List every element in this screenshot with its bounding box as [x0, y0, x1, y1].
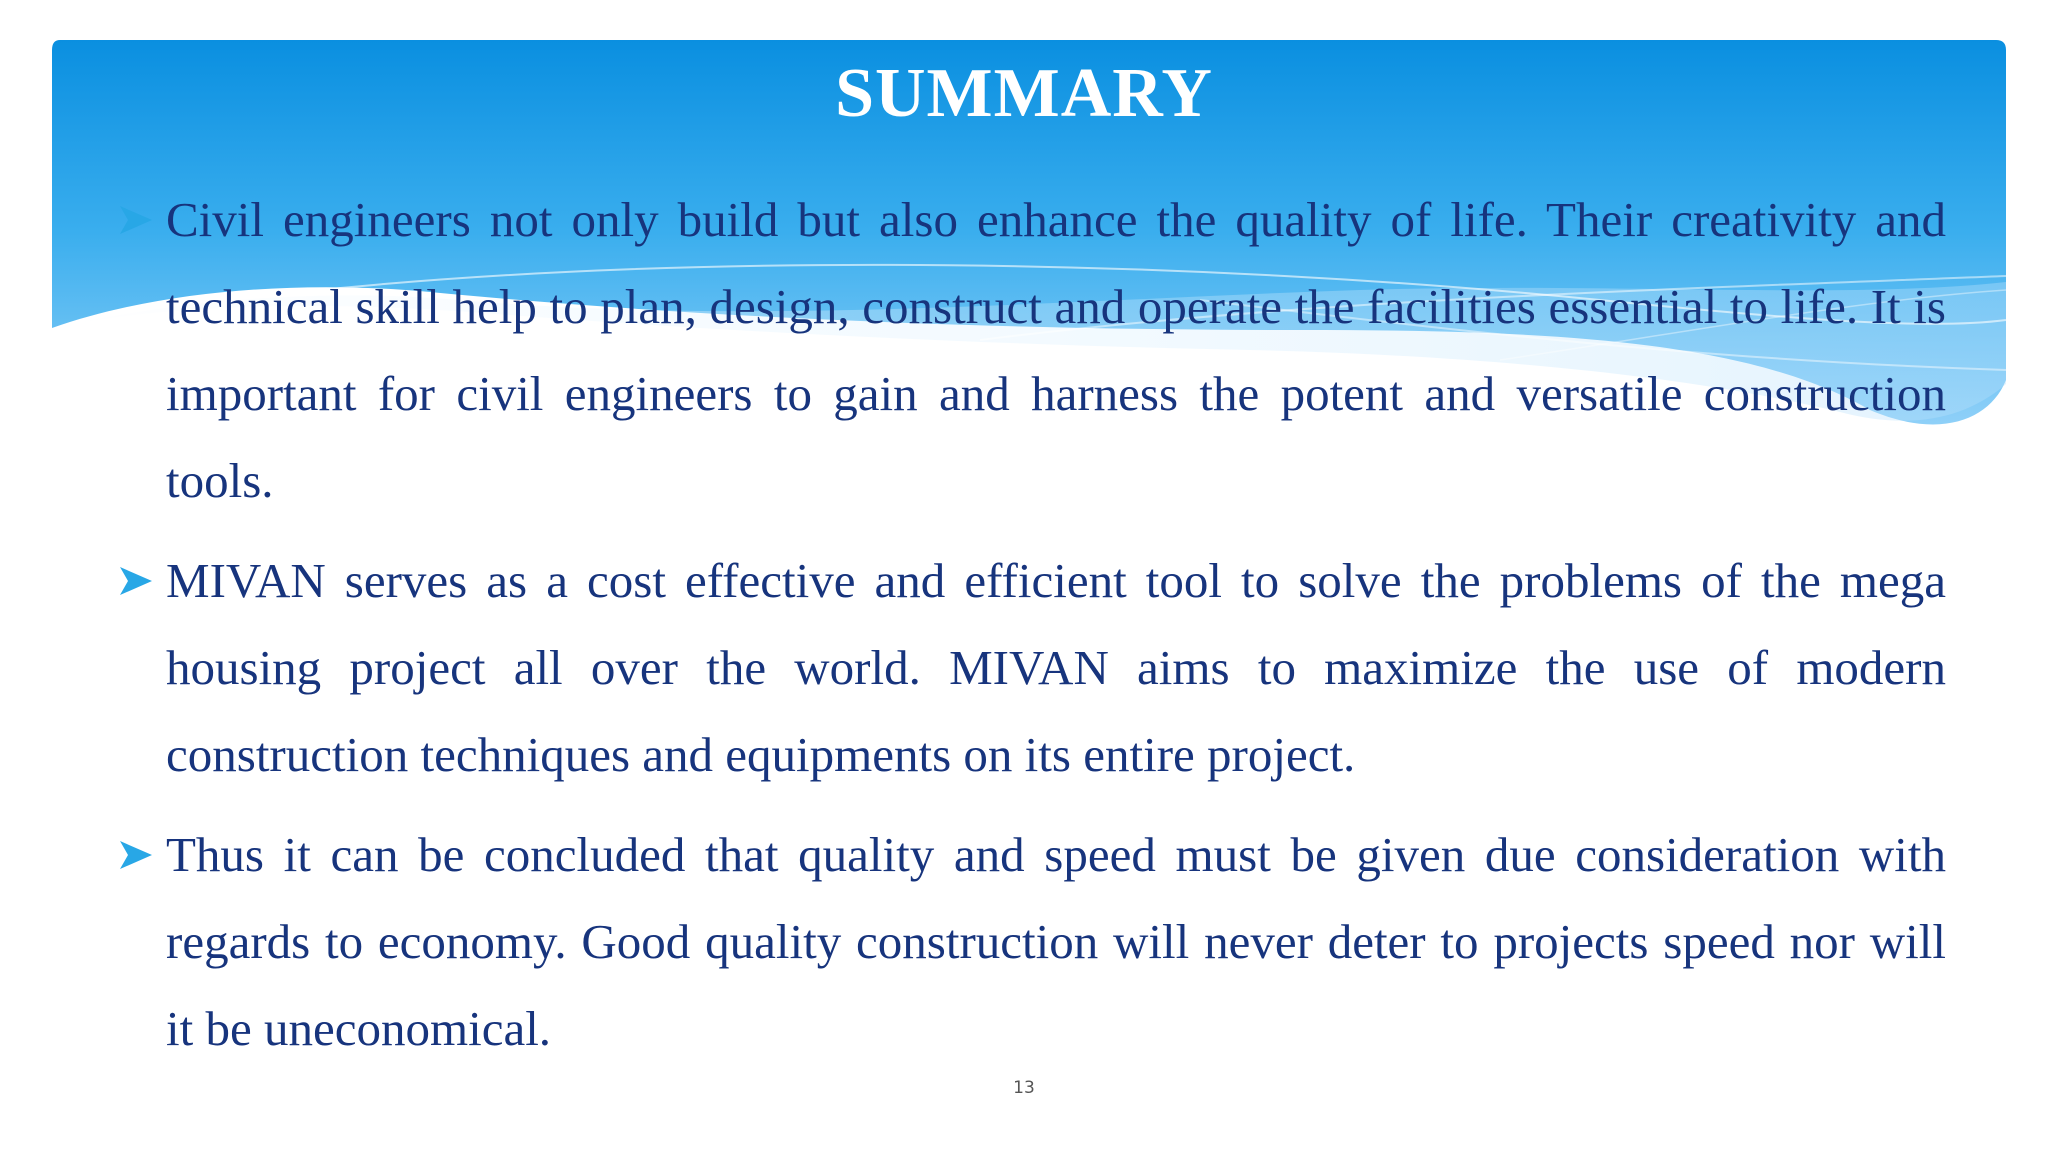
bullet-text: Thus it can be concluded that quality and speed must be given due consideration with regards to economy. Good quality construction will never deter to projects speed nor will it be uneconomical. — [166, 827, 1946, 1056]
page-number: 13 — [1013, 1078, 1035, 1098]
bullet-text: Civil engineers not only build but also enhance the quality of life. Their creativity and technical skill help to plan, design, construct and operate the facilities essential to life. It is important for civil engineers to gain and harness the potent and versatile construction tools. — [166, 192, 1946, 508]
arrow-bullet-icon — [118, 811, 158, 898]
bullet-list — [120, 176, 1946, 1085]
bullet-item — [120, 811, 1946, 1072]
arrow-bullet-icon — [118, 176, 158, 263]
arrow-bullet-icon — [118, 537, 158, 624]
bullet-text: MIVAN serves as a cost effective and efficient tool to solve the problems of the mega housing project all over the world. MIVAN aims to maximize the use of modern construction techniques and equipments on its entire project. — [166, 553, 1946, 782]
slide-title: SUMMARY — [835, 55, 1213, 132]
bullet-item — [120, 176, 1946, 524]
bullet-item — [120, 537, 1946, 798]
